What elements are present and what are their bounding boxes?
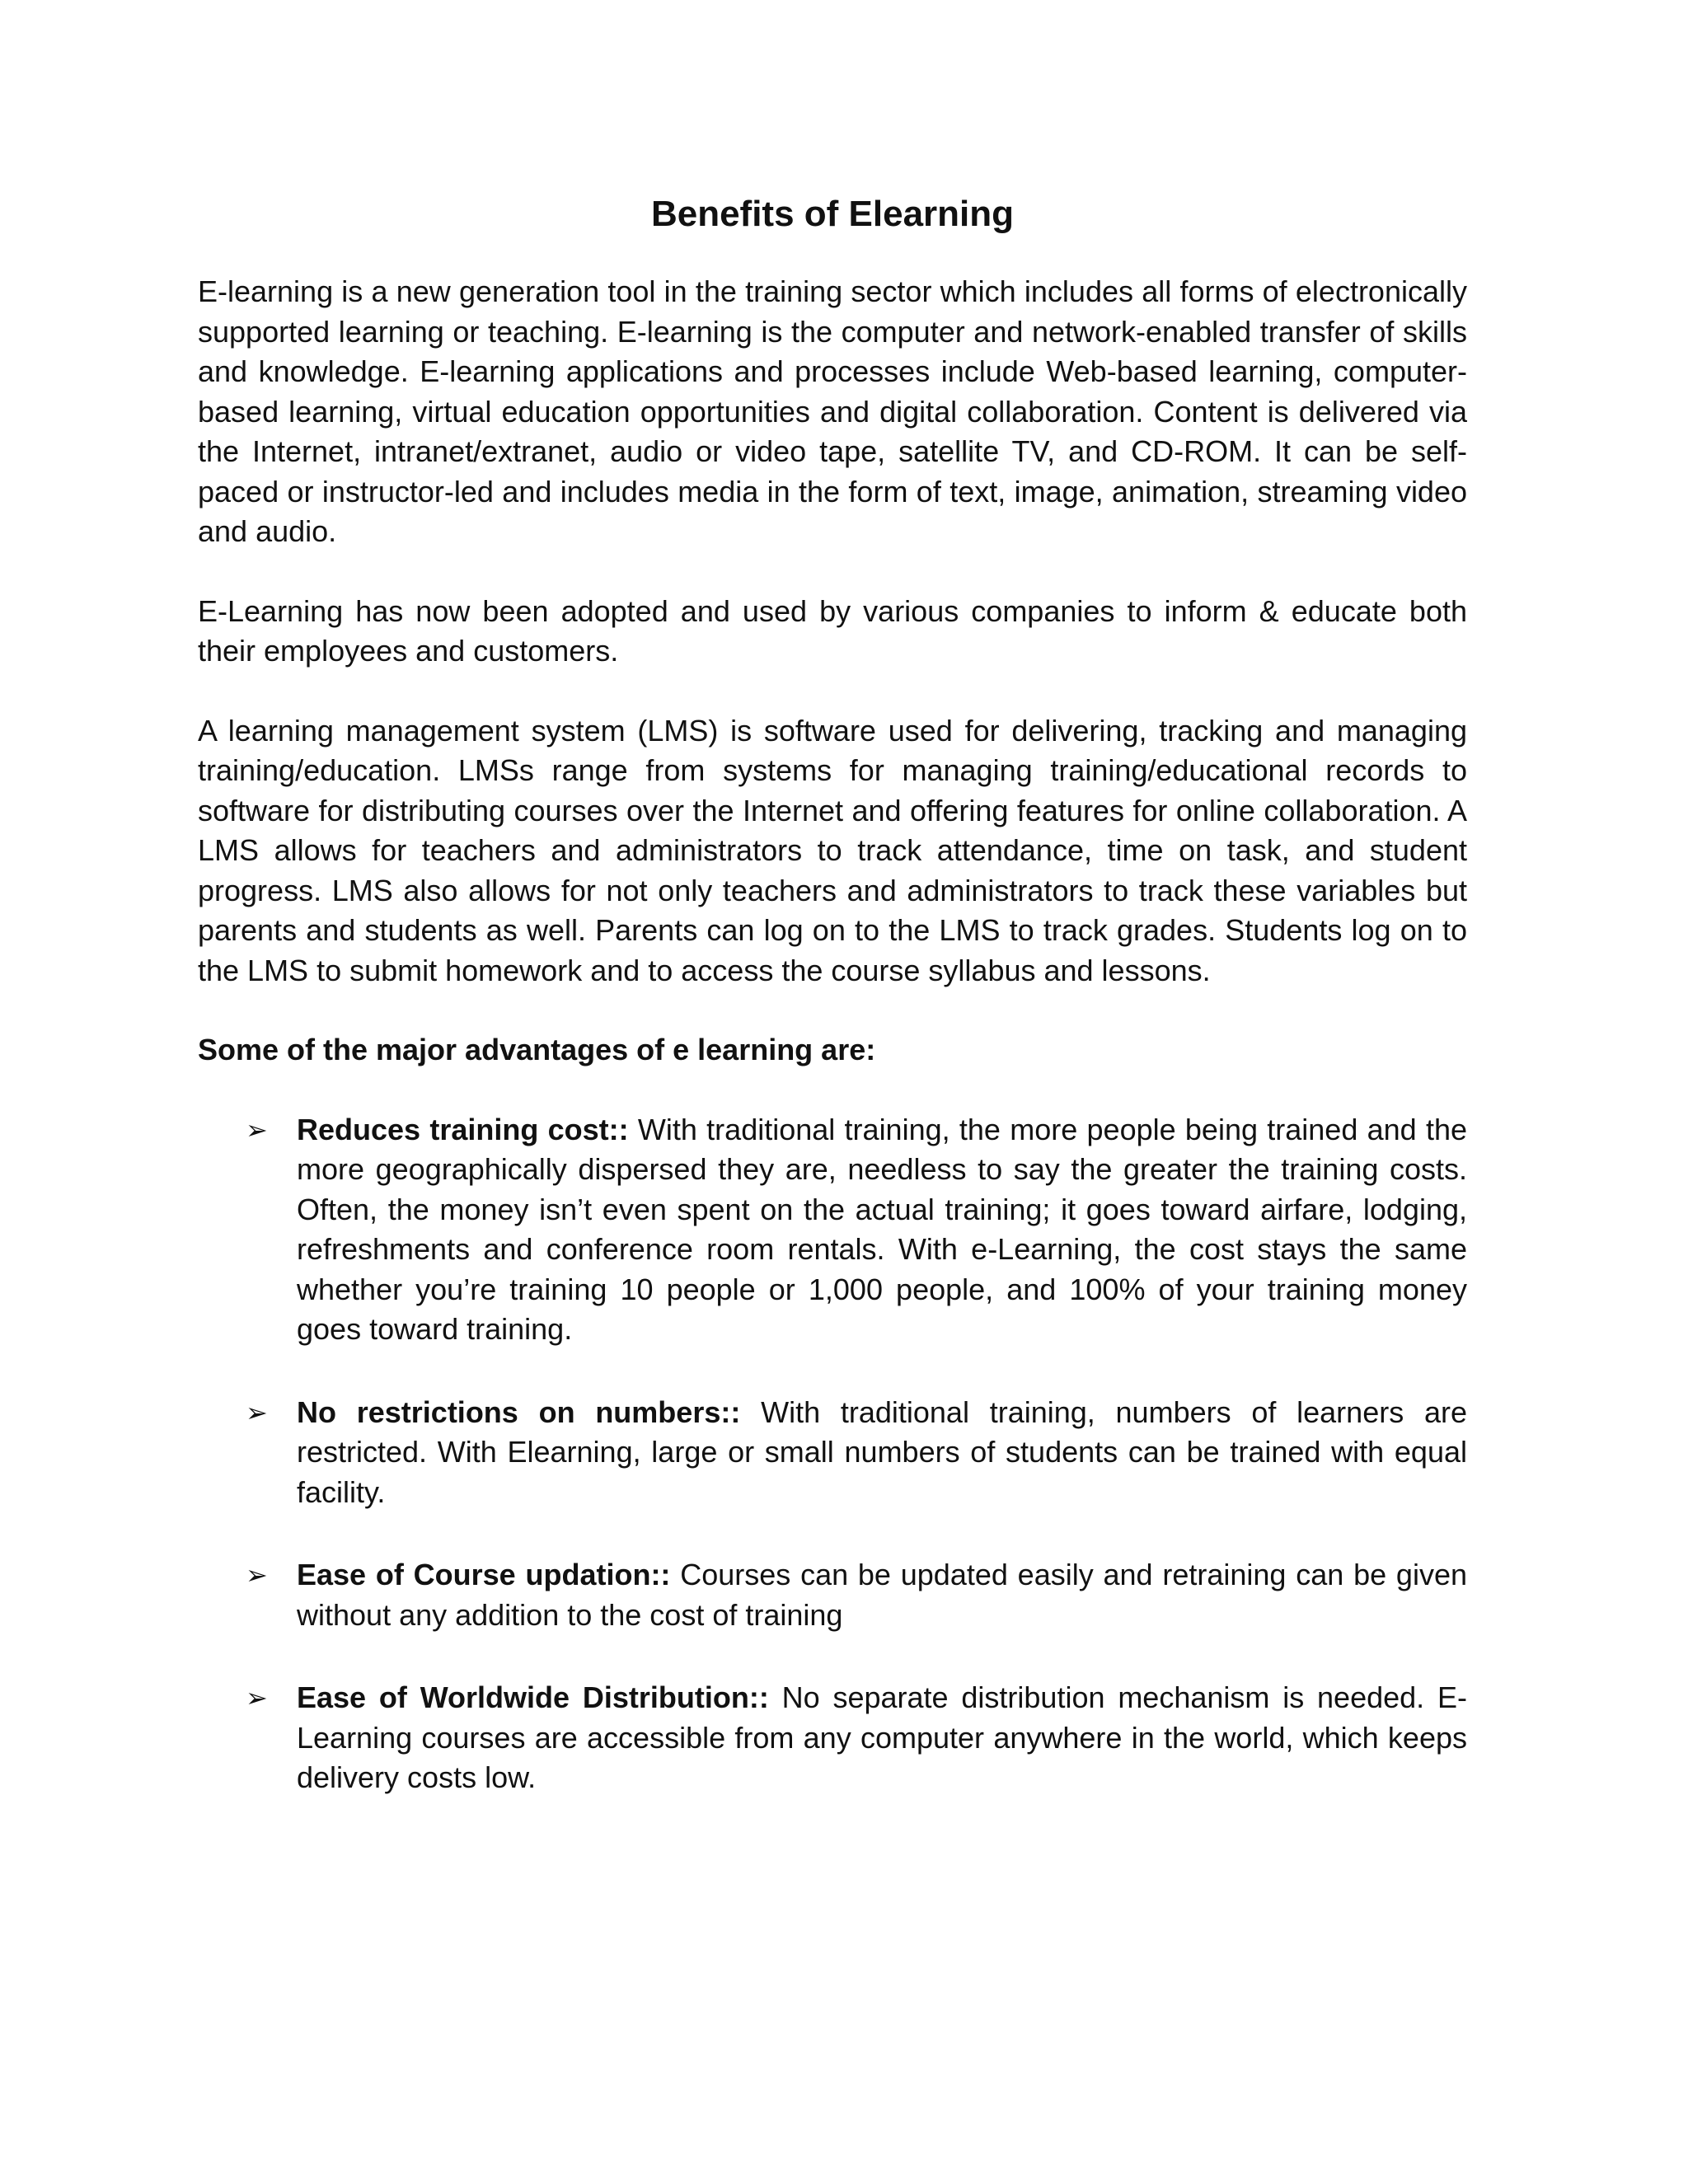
advantage-text: Courses can be updated easily and retraining can be given without any addition to the cost of training <box>297 1558 1467 1632</box>
advantage-title: No restrictions on numbers:: <box>297 1394 741 1429</box>
lms-paragraph: A learning management system (LMS) is software used for delivering, tracking and managing training/education. LMSs range from systems for managing training/educational records to software for distributing courses over the Internet and offering features for online collaboration. A LMS allows for teachers and administrators to track attendance, time on task, and student progress. LMS also allows for not only teachers and administrators to track these variables but parents and students as well. Parents can log on to the LMS to track grades. Students log on to the LMS to submit homework and to access the course syllabus and lessons. <box>198 713 1467 987</box>
advantages-heading: Some of the major advantages of e learning are: <box>198 1033 876 1066</box>
arrow-bullet-icon: ➢ <box>246 1113 268 1146</box>
advantage-title: Ease of Worldwide Distribution:: <box>297 1680 769 1714</box>
advantage-item <box>198 1110 1467 1350</box>
arrow-bullet-icon: ➢ <box>246 1682 268 1713</box>
advantage-item <box>198 1678 1467 1798</box>
advantage-title: Ease of Course updation:: <box>297 1558 671 1591</box>
intro-paragraph: E-learning is a new generation tool in the training sector which includes all forms of electronically supported learning or teaching. E-learning is the computer and network-enabled transfer of skills and knowledge. E-learning applications and processes include Web-based learning, computer-based learning, virtual education opportunities and digital collaboration. Content is delivered via the Internet, intranet/extranet, audio or video tape, satellite TV, and CD-ROM. It can be self-paced or instructor-led and includes media in the form of text, image, animation, streaming video and audio. <box>198 274 1467 548</box>
page-title: Benefits of Elearning <box>650 194 1015 234</box>
document-page <box>198 190 1467 1841</box>
advantage-text: With traditional training, the more people being trained and the more geographically dispersed they are, needless to say the greater the training costs. Often, the money isn’t even spent on the actual training; it goes toward airfare, lodging, refreshments and conference room rentals. With e-Learning, the cost stays the same whether you’re training 10 people or 1,000 people, and 100% of your training money goes toward training. <box>297 1112 1468 1346</box>
advantage-item <box>198 1555 1467 1635</box>
advantages-list <box>198 1110 1467 1798</box>
advantage-title: Reduces training cost:: <box>297 1112 629 1146</box>
advantage-text: With traditional training, numbers of learners are restricted. With Elearning, large or small numbers of students can be trained with equal facility. <box>297 1394 1467 1509</box>
adoption-paragraph: E-Learning has now been adopted and used by various companies to inform & educate both their employees and customers. <box>198 593 1467 668</box>
arrow-bullet-icon: ➢ <box>246 1559 268 1591</box>
advantage-text: No separate distribution mechanism is needed. E-Learning courses are accessible from any computer anywhere in the world, which keeps delivery costs low. <box>297 1680 1467 1794</box>
arrow-bullet-icon: ➢ <box>246 1396 268 1428</box>
advantage-item <box>198 1393 1467 1513</box>
